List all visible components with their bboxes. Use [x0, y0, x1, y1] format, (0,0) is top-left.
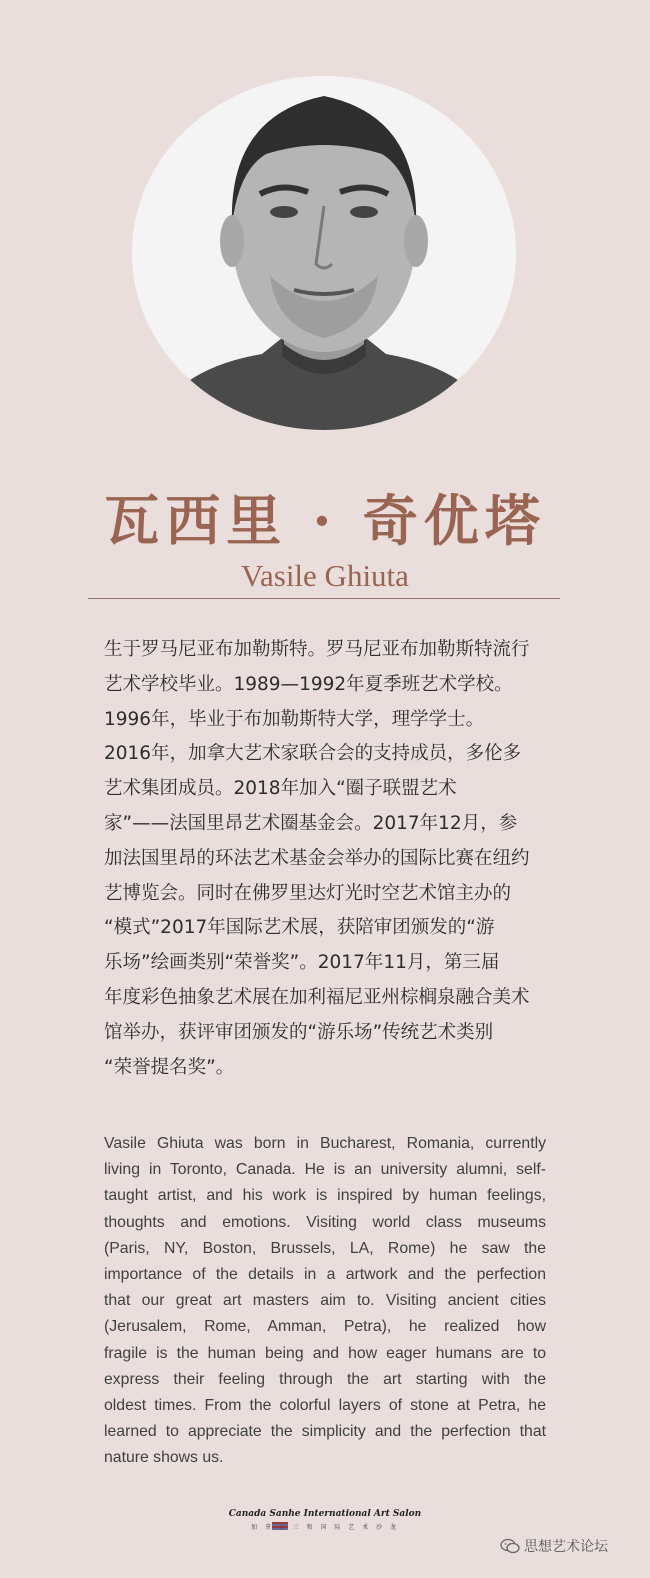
bio-zh-line: 艺术集团成员。2018年加入“圈子联盟艺术 — [104, 778, 457, 800]
divider-line — [88, 598, 560, 599]
bio-en-line: (Jerusalem, Rome, Amman, Petra), he realized how — [104, 1318, 546, 1336]
bio-en-line: Vasile Ghiuta was born in Bucharest, Romania, currently — [104, 1135, 546, 1152]
bio-en-line: taught artist, and his work is inspired by human feelings, — [104, 1187, 546, 1205]
footer-organization-chinese: 加 拿 大 三 和 国 际 艺 术 沙 龙 — [250, 1524, 400, 1531]
bio-zh-line: 艺术学校毕业。1989—1992年夏季班艺术学校。 — [104, 673, 513, 695]
watermark — [500, 1536, 608, 1556]
portrait-image — [132, 76, 516, 430]
bio-zh-line: “模式”2017年国际艺术展，获陪审团颁发的“游 — [104, 917, 495, 939]
bio-zh-line: 生于罗马尼亚布加勒斯特。罗马尼亚布加勒斯特流行 — [104, 639, 530, 660]
wechat-icon — [500, 1538, 520, 1554]
bio-zh-line: 2016年，加拿大艺术家联合会的支持成员，多伦多 — [104, 743, 522, 765]
bio-zh-line: 乐场”绘画类别“荣誉奖”。2017年11月，第三届 — [104, 952, 500, 974]
bio-en-line: oldest times. From the colorful layers of stone at Petra, he — [104, 1397, 546, 1415]
biography-english — [104, 1131, 546, 1472]
footer-organization: Canada Sanhe International Art Salon — [228, 1509, 422, 1519]
bio-zh-line: 馆举办，获评审团颁发的“游乐场”传统艺术类别 — [104, 1021, 494, 1043]
bio-en-line: (Paris, NY, Boston, Brussels, LA, Rome) he saw the — [104, 1239, 546, 1257]
bio-en-line: express their feeling through the art starting with the — [104, 1370, 546, 1388]
bio-zh-line: “荣誉提名奖”。 — [104, 1056, 235, 1078]
bio-en-line: that our great art masters aim to. Visiting ancient cities — [104, 1292, 546, 1310]
bio-en-line: nature shows us. — [104, 1449, 224, 1467]
bio-en-line: thoughts and emotions. Visiting world class museums — [104, 1213, 546, 1231]
bio-en-line: importance of the details in a artwork and the perfection — [104, 1266, 546, 1284]
bio-en-line: living in Toronto, Canada. He is an university alumni, self- — [104, 1161, 546, 1179]
bio-zh-line: 家”——法国里昂艺术圈基金会。2017年12月，参 — [104, 812, 518, 834]
artist-name-english: Vasile Ghiuta — [241, 558, 409, 593]
bio-en-line: fragile is the human being and how eager humans are to — [104, 1344, 546, 1362]
bio-zh-line: 加法国里昂的环法艺术基金会举办的国际比赛在纽约 — [104, 847, 530, 869]
bio-zh-line: 年度彩色抽象艺术展在加利福尼亚州棕榈泉融合美术 — [104, 986, 530, 1008]
bio-zh-line: 艺博览会。同时在佛罗里达灯光时空艺术馆主办的 — [104, 882, 512, 904]
bio-zh-line: 1996年，毕业于布加勒斯特大学，理学学士。 — [104, 708, 485, 730]
biography-chinese — [104, 633, 546, 1085]
watermark-text: 思想艺术论坛 — [524, 1539, 608, 1555]
artist-name-chinese: 瓦西里 · 奇优塔 — [104, 488, 546, 553]
bio-en-line: learned to appreciate the simplicity and the perfection that — [104, 1423, 546, 1441]
artist-portrait — [132, 76, 516, 430]
